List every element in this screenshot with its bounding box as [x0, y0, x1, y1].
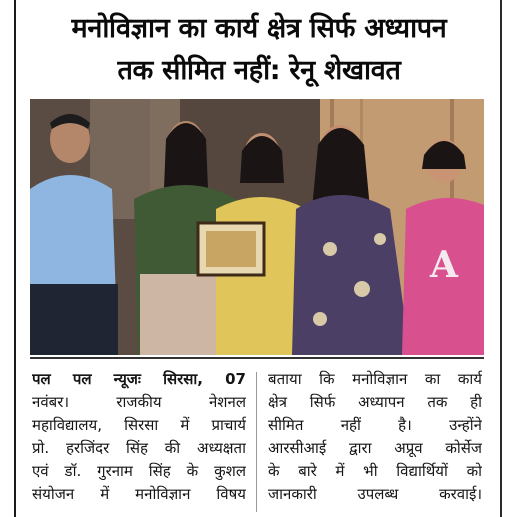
article-right-line-5: के बारे में भी विद्यार्थियों को [268, 462, 482, 480]
photo-bottom-rule [30, 357, 484, 359]
article-column-right [268, 368, 482, 506]
headline-line-1: मनोविज्ञान का कार्य क्षेत्र सिर्फ अध्यापन [71, 13, 447, 44]
article-left-line-6: संयोजन में मनोविज्ञान विषय [32, 485, 246, 503]
column-divider [256, 372, 257, 512]
group-photo [30, 99, 484, 355]
article-right-line-2: क्षेत्र सिर्फ अध्यापन तक ही [268, 393, 482, 411]
headline-line-2: तक सीमित नहीं: रेनू शेखावत [117, 55, 401, 86]
article-right-line-4: आरसीआई द्वारा अप्रूव कोर्सेज [268, 439, 482, 457]
article-left-line-1: पल पल न्यूजः सिरसा, 07 [32, 370, 246, 388]
article-column-left [32, 368, 246, 506]
article-left-line-2: नवंबर। राजकीय नेशनल [32, 393, 246, 411]
article-left-line-4: प्रो. हरजिंदर सिंह की अध्यक्षता [32, 439, 246, 457]
right-column-rule [500, 0, 502, 517]
article-left-line-5: एवं डॉ. गुरनाम सिंह के कुशल [32, 462, 246, 480]
hoodie-letter: A [430, 244, 458, 286]
article-right-line-6: जानकारी उपलब्ध करवाई। [268, 485, 482, 503]
article-right-line-1: बताया कि मनोविज्ञान का कार्य [268, 370, 482, 388]
headline [24, 8, 494, 92]
left-column-rule [14, 0, 16, 517]
article-left-line-3: महाविद्यालय, सिरसा में प्राचार्य [32, 416, 246, 434]
news-photo [30, 99, 484, 355]
article-right-line-3: सीमित नहीं है। उन्होंने [268, 416, 482, 434]
